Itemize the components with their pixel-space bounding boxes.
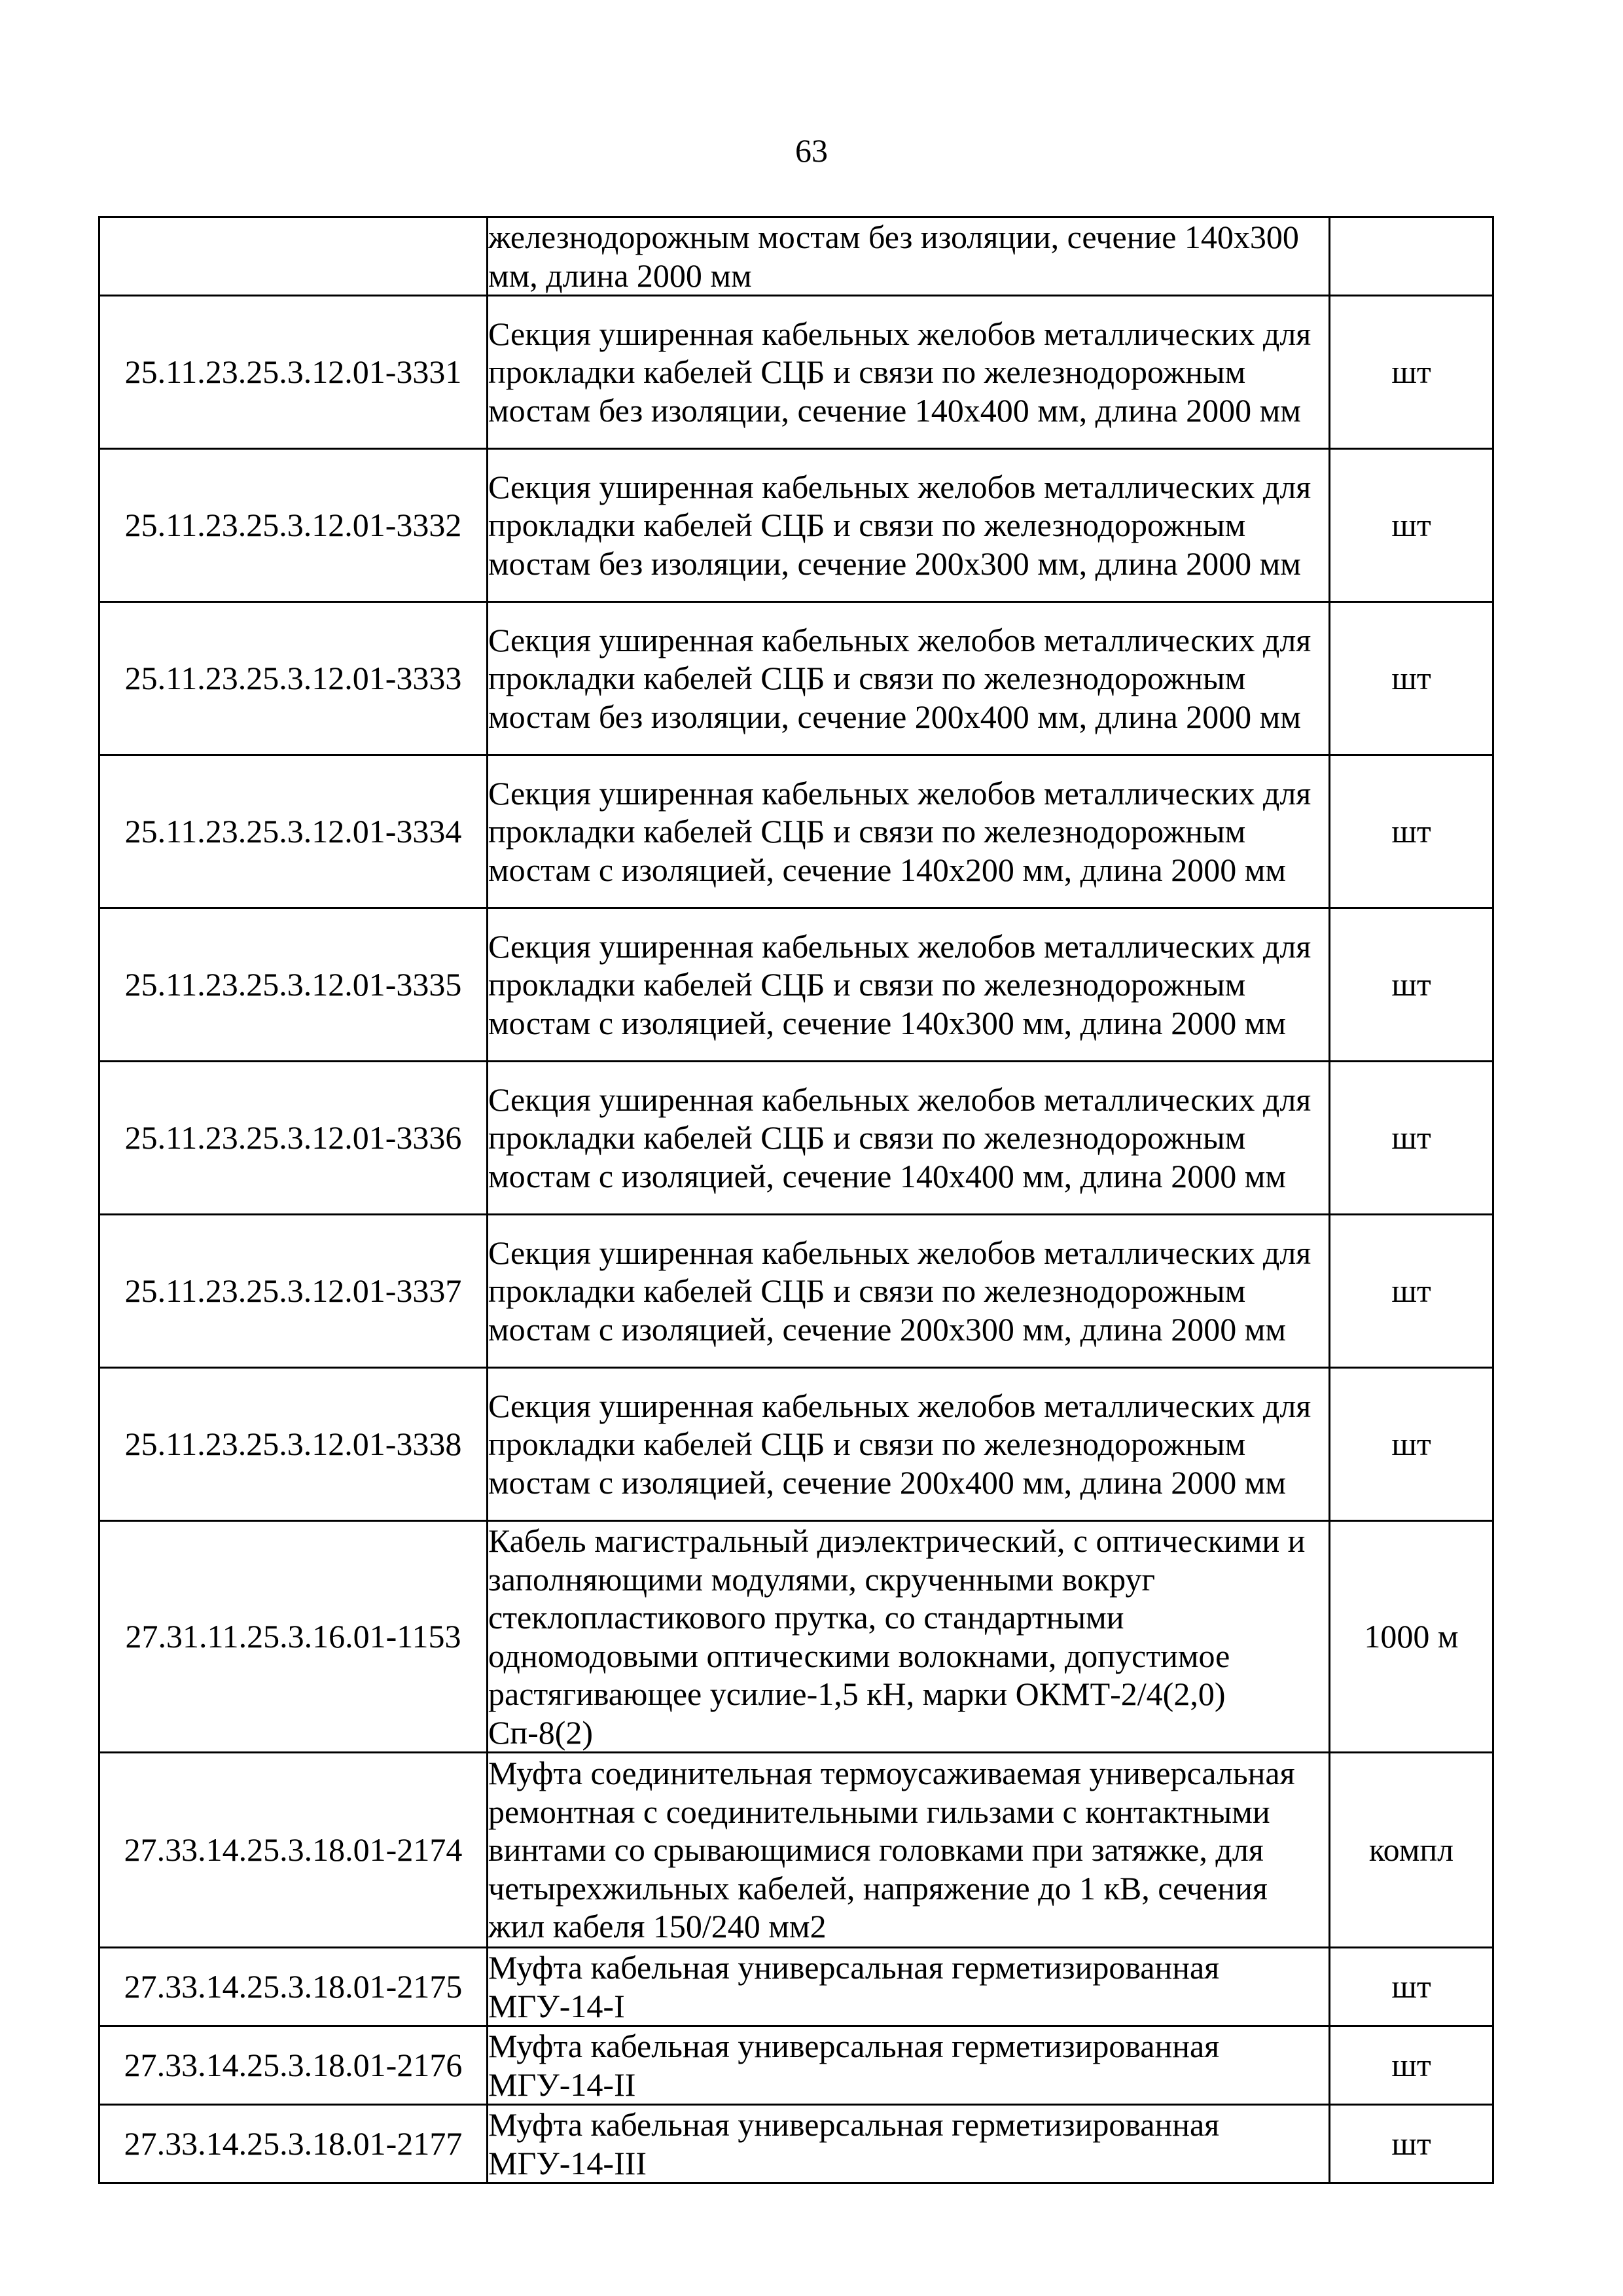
resource-description: Секция уширенная кабельных желобов металлических для прокладки кабелей СЦБ и связи по железнодорожным мостам без изоляции, сечение 140х400 мм, длина 2000 мм: [488, 296, 1330, 449]
table-row: [99, 1948, 1493, 2026]
resource-description: Кабель магистральный диэлектрический, с оптическими и заполняющими модулями, скрученными вокруг стеклопластикового прутка, со стандартными одномодовыми оптическими волокнами, допустимое растягивающее усилие-1,5 кН, марки ОКМТ-2/4(2,0) Сп-8(2): [488, 1521, 1330, 1753]
unit-of-measure: шт: [1330, 1215, 1493, 1368]
resource-code: 25.11.23.25.3.12.01-3335: [99, 908, 488, 1062]
unit-of-measure: [1330, 217, 1493, 296]
table-row: [99, 602, 1493, 755]
resource-code: 25.11.23.25.3.12.01-3337: [99, 1215, 488, 1368]
page-number: 63: [795, 132, 828, 169]
materials-table: [98, 216, 1494, 2184]
table-row: [99, 2105, 1493, 2183]
table-row: [99, 908, 1493, 1062]
resource-description: Муфта кабельная универсальная герметизированная МГУ-14-III: [488, 2105, 1330, 2183]
resource-code: 25.11.23.25.3.12.01-3333: [99, 602, 488, 755]
resource-code: 27.33.14.25.3.18.01-2174: [99, 1753, 488, 1948]
unit-of-measure: шт: [1330, 1948, 1493, 2026]
unit-of-measure: 1000 м: [1330, 1521, 1493, 1753]
table-row: [99, 1062, 1493, 1215]
unit-of-measure: шт: [1330, 1368, 1493, 1521]
resource-description: Секция уширенная кабельных желобов металлических для прокладки кабелей СЦБ и связи по железнодорожным мостам с изоляцией, сечение 140х400 мм, длина 2000 мм: [488, 1062, 1330, 1215]
resource-code: [99, 217, 488, 296]
unit-of-measure: шт: [1330, 296, 1493, 449]
unit-of-measure: шт: [1330, 602, 1493, 755]
unit-of-measure: шт: [1330, 2105, 1493, 2183]
table-row: [99, 1368, 1493, 1521]
resource-code: 27.33.14.25.3.18.01-2176: [99, 2026, 488, 2105]
unit-of-measure: шт: [1330, 2026, 1493, 2105]
resource-description: Секция уширенная кабельных желобов металлических для прокладки кабелей СЦБ и связи по железнодорожным мостам с изоляцией, сечение 140х200 мм, длина 2000 мм: [488, 755, 1330, 908]
table-row: [99, 2026, 1493, 2105]
table-row: [99, 449, 1493, 602]
resource-description: Секция уширенная кабельных желобов металлических для прокладки кабелей СЦБ и связи по железнодорожным мостам без изоляции, сечение 200х400 мм, длина 2000 мм: [488, 602, 1330, 755]
resource-description: Секция уширенная кабельных желобов металлических для прокладки кабелей СЦБ и связи по железнодорожным мостам с изоляцией, сечение 200х300 мм, длина 2000 мм: [488, 1215, 1330, 1368]
resource-code: 27.33.14.25.3.18.01-2175: [99, 1948, 488, 2026]
unit-of-measure: шт: [1330, 755, 1493, 908]
resource-description: Секция уширенная кабельных желобов металлических для прокладки кабелей СЦБ и связи по железнодорожным мостам без изоляции, сечение 200х300 мм, длина 2000 мм: [488, 449, 1330, 602]
resource-code: 25.11.23.25.3.12.01-3336: [99, 1062, 488, 1215]
table-row: [99, 296, 1493, 449]
resource-description: Муфта кабельная универсальная герметизированная МГУ-14-II: [488, 2026, 1330, 2105]
table-row: [99, 755, 1493, 908]
resource-description: Муфта кабельная универсальная герметизированная МГУ-14-I: [488, 1948, 1330, 2026]
resource-code: 25.11.23.25.3.12.01-3334: [99, 755, 488, 908]
unit-of-measure: шт: [1330, 1062, 1493, 1215]
resource-description: железнодорожным мостам без изоляции, сечение 140х300 мм, длина 2000 мм: [488, 217, 1330, 296]
unit-of-measure: шт: [1330, 908, 1493, 1062]
resource-code: 25.11.23.25.3.12.01-3338: [99, 1368, 488, 1521]
resource-code: 25.11.23.25.3.12.01-3331: [99, 296, 488, 449]
unit-of-measure: компл: [1330, 1753, 1493, 1948]
table-row: [99, 1753, 1493, 1948]
resource-description: Секция уширенная кабельных желобов металлических для прокладки кабелей СЦБ и связи по железнодорожным мостам с изоляцией, сечение 200х400 мм, длина 2000 мм: [488, 1368, 1330, 1521]
table-row: [99, 1521, 1493, 1753]
resource-code: 27.31.11.25.3.16.01-1153: [99, 1521, 488, 1753]
resource-code: 27.33.14.25.3.18.01-2177: [99, 2105, 488, 2183]
resource-description: Муфта соединительная термоусаживаемая универсальная ремонтная с соединительными гильзами с контактными винтами со срывающимися головками при затяжке, для четырехжильных кабелей, напряжение до 1 кВ, сечения жил кабеля 150/240 мм2: [488, 1753, 1330, 1948]
table-row: [99, 1215, 1493, 1368]
table-row: [99, 217, 1493, 296]
unit-of-measure: шт: [1330, 449, 1493, 602]
resource-description: Секция уширенная кабельных желобов металлических для прокладки кабелей СЦБ и связи по железнодорожным мостам с изоляцией, сечение 140х300 мм, длина 2000 мм: [488, 908, 1330, 1062]
resource-code: 25.11.23.25.3.12.01-3332: [99, 449, 488, 602]
